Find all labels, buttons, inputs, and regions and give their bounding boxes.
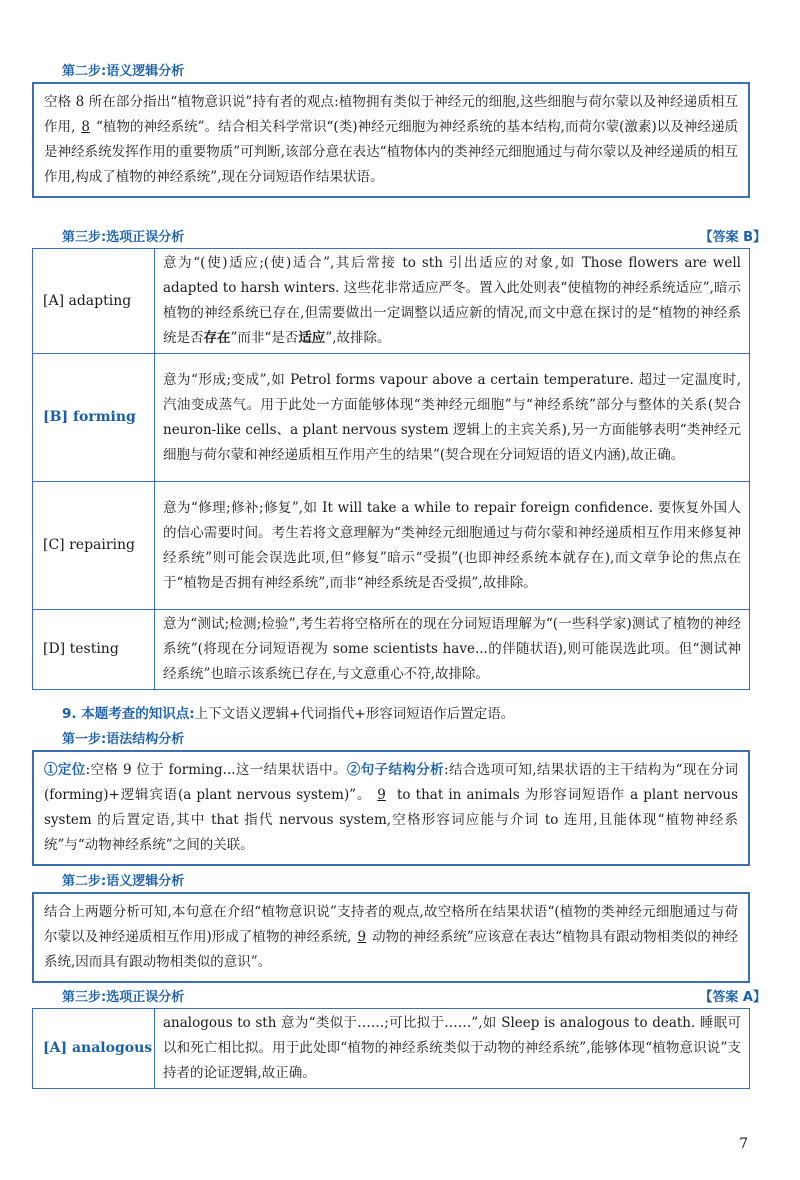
option-row-a xyxy=(33,249,750,354)
para-text: 空格 8 所在部分指出“植物意识说”持有者的观点:植物拥有类似于神经元的细胞,这些细胞与荷尔蒙以及神经递质相互作用, xyxy=(44,94,738,135)
step2-heading: 第二步:语义逻辑分析 xyxy=(62,874,185,889)
option-label: [A] analogous xyxy=(33,1009,155,1089)
blank-9: 9 xyxy=(377,787,386,803)
option-row-b xyxy=(33,354,750,482)
step2-heading: 第二步:语义逻辑分析 xyxy=(62,64,185,79)
semantic-analysis-box xyxy=(32,892,750,983)
para-text: 动物的神经系统”应该意在表达“植物具有跟动物相类似的神经系统,因而具有跟动物相类似的意识”。 xyxy=(44,929,738,970)
question-9-heading xyxy=(62,702,514,722)
option-row-d xyxy=(33,610,750,690)
question-number: 9. 本题考查的知识点: xyxy=(62,706,195,722)
page-number: 7 xyxy=(739,1136,748,1152)
option-label: [C] repairing xyxy=(33,482,155,610)
answer-badge: 【答案 A】 xyxy=(699,990,766,1005)
para-text: :结合选项可知,结果状语的主干结构为“现在分词(forming)+逻辑宾语(a plant nervous system)”。 xyxy=(44,762,739,803)
para-text: to that in animals 为形容词短语作 a plant nervous system 的后置定语,其中 that 指代 nervous system,空格形容词应能与介词 to 连用,且能体现“植物神经系统”与“动物神经系统”之间的关联。 xyxy=(44,787,739,853)
step1-heading: 第一步:语法结构分析 xyxy=(62,732,185,747)
option-label: [B] forming xyxy=(33,354,155,482)
options-table xyxy=(32,1008,750,1089)
step3-heading: 第三步:选项正误分析 xyxy=(62,230,185,245)
semantic-analysis-box xyxy=(32,82,750,198)
options-table xyxy=(32,248,750,690)
question-topics: 上下文语义逻辑+代词指代+形容词短语作后置定语。 xyxy=(194,706,515,722)
blank-8: 8 xyxy=(81,119,90,135)
option-row-c xyxy=(33,482,750,610)
grammar-analysis-box xyxy=(32,750,750,866)
structure-label: ②句子结构分析 xyxy=(346,762,445,778)
para-text: :空格 9 位于 forming...这一结果状语中。 xyxy=(85,762,347,778)
option-explanation: 意为“(使)适应;(使)适合”,其后常接 to sth 引出适应的对象,如 Those flowers are well adapted to harsh winters. 这些花非常适应严冬。置入此处则表“使植物的神经系统适应”,暗示植物的神经系统已存在,但需要做出一定调整以适应新的情况,而文中意在探讨的是“植物的神经系统是否存在”而非“是否适应”,故排除。 xyxy=(155,249,750,354)
option-label: [A] adapting xyxy=(33,249,155,354)
blank-9: 9 xyxy=(357,929,367,945)
option-explanation: 意为“测试;检测;检验”,考生若将空格所在的现在分词短语理解为“(一些科学家)测试了植物的神经系统”(将现在分词短语视为 some scientists have...的伴随状语),则可能误选此项。但“测试神经系统”也暗示该系统已存在,与文意重心不符,故排除。 xyxy=(155,610,750,690)
step3-heading: 第三步:选项正误分析 xyxy=(62,990,185,1005)
option-label: [D] testing xyxy=(33,610,155,690)
option-explanation: 意为“修理;修补;修复”,如 It will take a while to repair foreign confidence. 要恢复外国人的信心需要时间。考生若将文意理解为“类神经元细胞通过与荷尔蒙和神经递质相互作用来修复神经系统”则可能会误选此项,但“修复”暗示“受损”(也即神经系统本就存在),而文章争论的焦点在于“植物是否拥有神经系统”,而非“神经系统是否受损”,故排除。 xyxy=(155,482,750,610)
option-explanation: 意为“形成;变成”,如 Petrol forms vapour above a certain temperature. 超过一定温度时,汽油变成蒸气。用于此处一方面能够体现“类神经元细胞”与“神经系统”部分与整体的关系(契合 neuron-like cells、a plant nervous system 逻辑上的主宾关系),另一方面能够表明“类神经元细胞与荷尔蒙和神经递质相互作用产生的结果”(契合现在分词短语的语义内涵),故正确。 xyxy=(155,354,750,482)
locate-label: ①定位 xyxy=(44,762,86,778)
option-row-a xyxy=(33,1009,750,1089)
para-text: 结合上两题分析可知,本句意在介绍“植物意识说”支持者的观点,故空格所在结果状语“(植物的类神经元细胞通过与荷尔蒙以及神经递质相互作用)形成了植物的神经系统, xyxy=(44,904,738,945)
option-explanation: analogous to sth 意为“类似于……;可比拟于……”,如 Sleep is analogous to death. 睡眠可以和死亡相比拟。用于此处即“植物的神经系统类似于动物的神经系统”,能够体现“植物意识说”支持者的论证逻辑,故正确。 xyxy=(155,1009,750,1089)
para-text: “植物的神经系统”。结合相关科学常识“(类)神经元细胞为神经系统的基本结构,而荷尔蒙(激素)以及神经递质是神经系统发挥作用的重要物质”可判断,该部分意在表达“植物体内的类神经元细胞通过与荷尔蒙以及神经递质的相互作用,构成了植物的神经系统”,现在分词短语作结果状语。 xyxy=(44,119,738,185)
answer-badge: 【答案 B】 xyxy=(699,230,766,245)
